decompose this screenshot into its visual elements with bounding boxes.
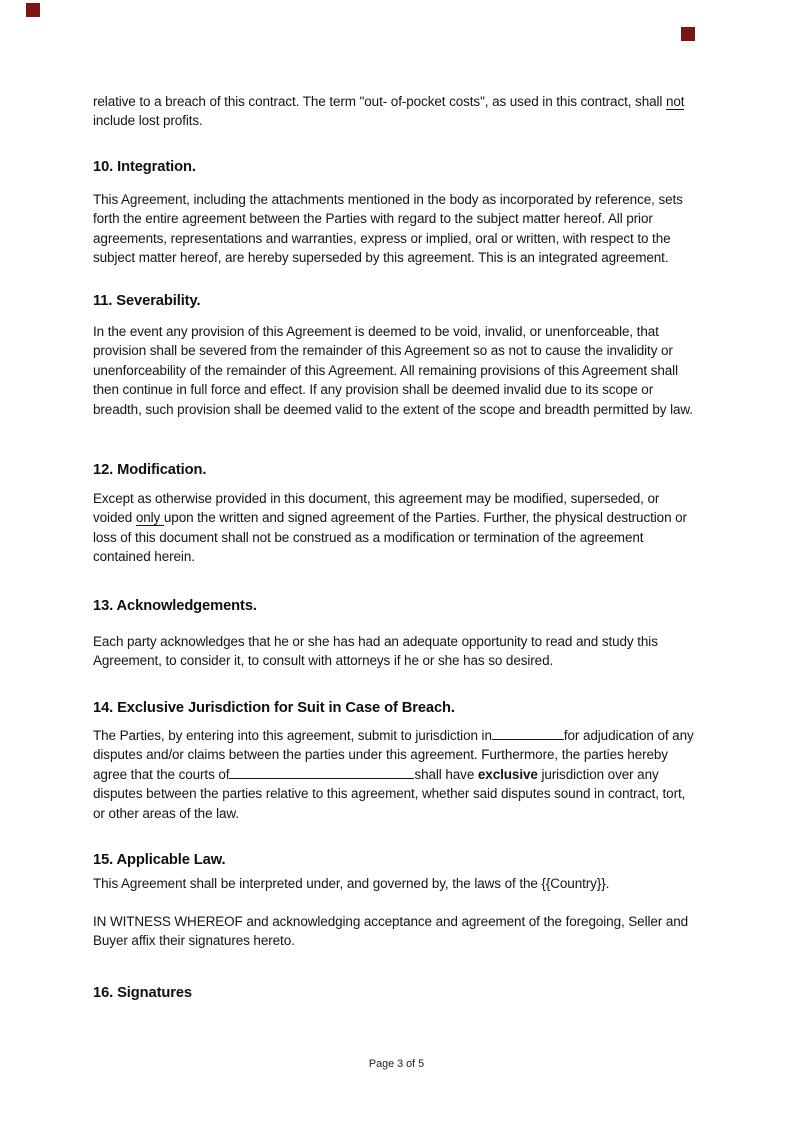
- witness-clause: IN WITNESS WHEREOF and acknowledging acceptance and agreement of the foregoing, Seller and Buyer affix their signatures hereto.: [93, 914, 689, 949]
- section-body-severability: In the event any provision of this Agreement is deemed to be void, invalid, or unenforceable, that provision shall be severed from the remainder of this Agreement so as not to cause the invalidity or unenforceability of the remainder of this Agreement. All remaining provisions of this Agreement shall then continue in full force and effect. If any provision shall be deemed invalid due to its scope or breadth, such provision shall be deemed valid to the extent of the scope and breadth permitted by law.: [93, 324, 693, 417]
- paragraph-continuation: [93, 92, 694, 131]
- section-body-modification: [93, 489, 694, 567]
- red-square-marker-top-right-icon: [681, 27, 695, 41]
- bold-word-exclusive: exclusive: [477, 766, 538, 782]
- section-heading-signatures: 16. Signatures: [93, 985, 193, 1001]
- section-heading-applicable-law: 15. Applicable Law.: [93, 852, 226, 868]
- jurisdiction-text-1: The Parties, by entering into this agreement, submit to jurisdiction in: [93, 728, 492, 743]
- section-body-applicable-law: This Agreement shall be interpreted under, and governed by, the laws of the {{Country}}.: [93, 876, 610, 891]
- section-heading-severability: 11. Severability.: [93, 293, 201, 309]
- page-number-footer: Page 3 of 5: [368, 1058, 425, 1070]
- underlined-word-only: only: [135, 510, 164, 526]
- section-heading-modification: 12. Modification.: [93, 462, 207, 478]
- section-body-acknowledgements: Each party acknowledges that he or she has had an adequate opportunity to read and study this Agreement, to consider it, to consult with attorneys if he or she has so desired.: [93, 634, 658, 669]
- jurisdiction-text-4: jurisdiction over any disputes between the parties relative to this agreement, whether said disputes sound in contract, tort, or other areas of the law.: [93, 766, 686, 821]
- section-body-exclusive-jurisdiction: [93, 726, 694, 823]
- courts-blank-field[interactable]: [229, 765, 414, 779]
- section-heading-exclusive-jurisdiction: 14. Exclusive Jurisdiction for Suit in Case of Breach.: [93, 700, 455, 716]
- jurisdiction-text-3: shall have: [414, 766, 478, 782]
- jurisdiction-blank-field[interactable]: [492, 726, 564, 740]
- modification-text-after: upon the written and signed agreement of the Parties. Further, the physical destruction or loss of this document shall not be construed as a modification or termination of the agreement contained herein.: [93, 510, 687, 565]
- red-square-marker-top-left-icon: [26, 3, 40, 17]
- section-body-integration: This Agreement, including the attachments mentioned in the body as incorporated by reference, sets forth the entire agreement between the Parties with regard to the subject matter hereof. All prior agreements, representations and warranties, express or implied, oral or written, with respect to the subject matter hereof, are hereby superseded by this agreement. This is an integrated agreement.: [93, 192, 683, 266]
- jurisdiction-text-2: for adjudication of any disputes and/or claims between the parties under this agreement. Furthermore, the parties hereby agree that the courts of: [93, 728, 694, 782]
- modification-text-before: Except as otherwise provided in this document, this agreement may be modified, superseded, or voided: [93, 491, 660, 526]
- underlined-word-not: not: [665, 94, 685, 109]
- section-heading-integration: 10. Integration.: [93, 159, 196, 175]
- section-heading-acknowledgements: 13. Acknowledgements.: [93, 598, 257, 614]
- continuation-text-after: include lost profits.: [93, 113, 203, 129]
- continuation-text-before: relative to a breach of this contract. The term "out- of-pocket costs", as used in this contract, shall: [93, 94, 666, 109]
